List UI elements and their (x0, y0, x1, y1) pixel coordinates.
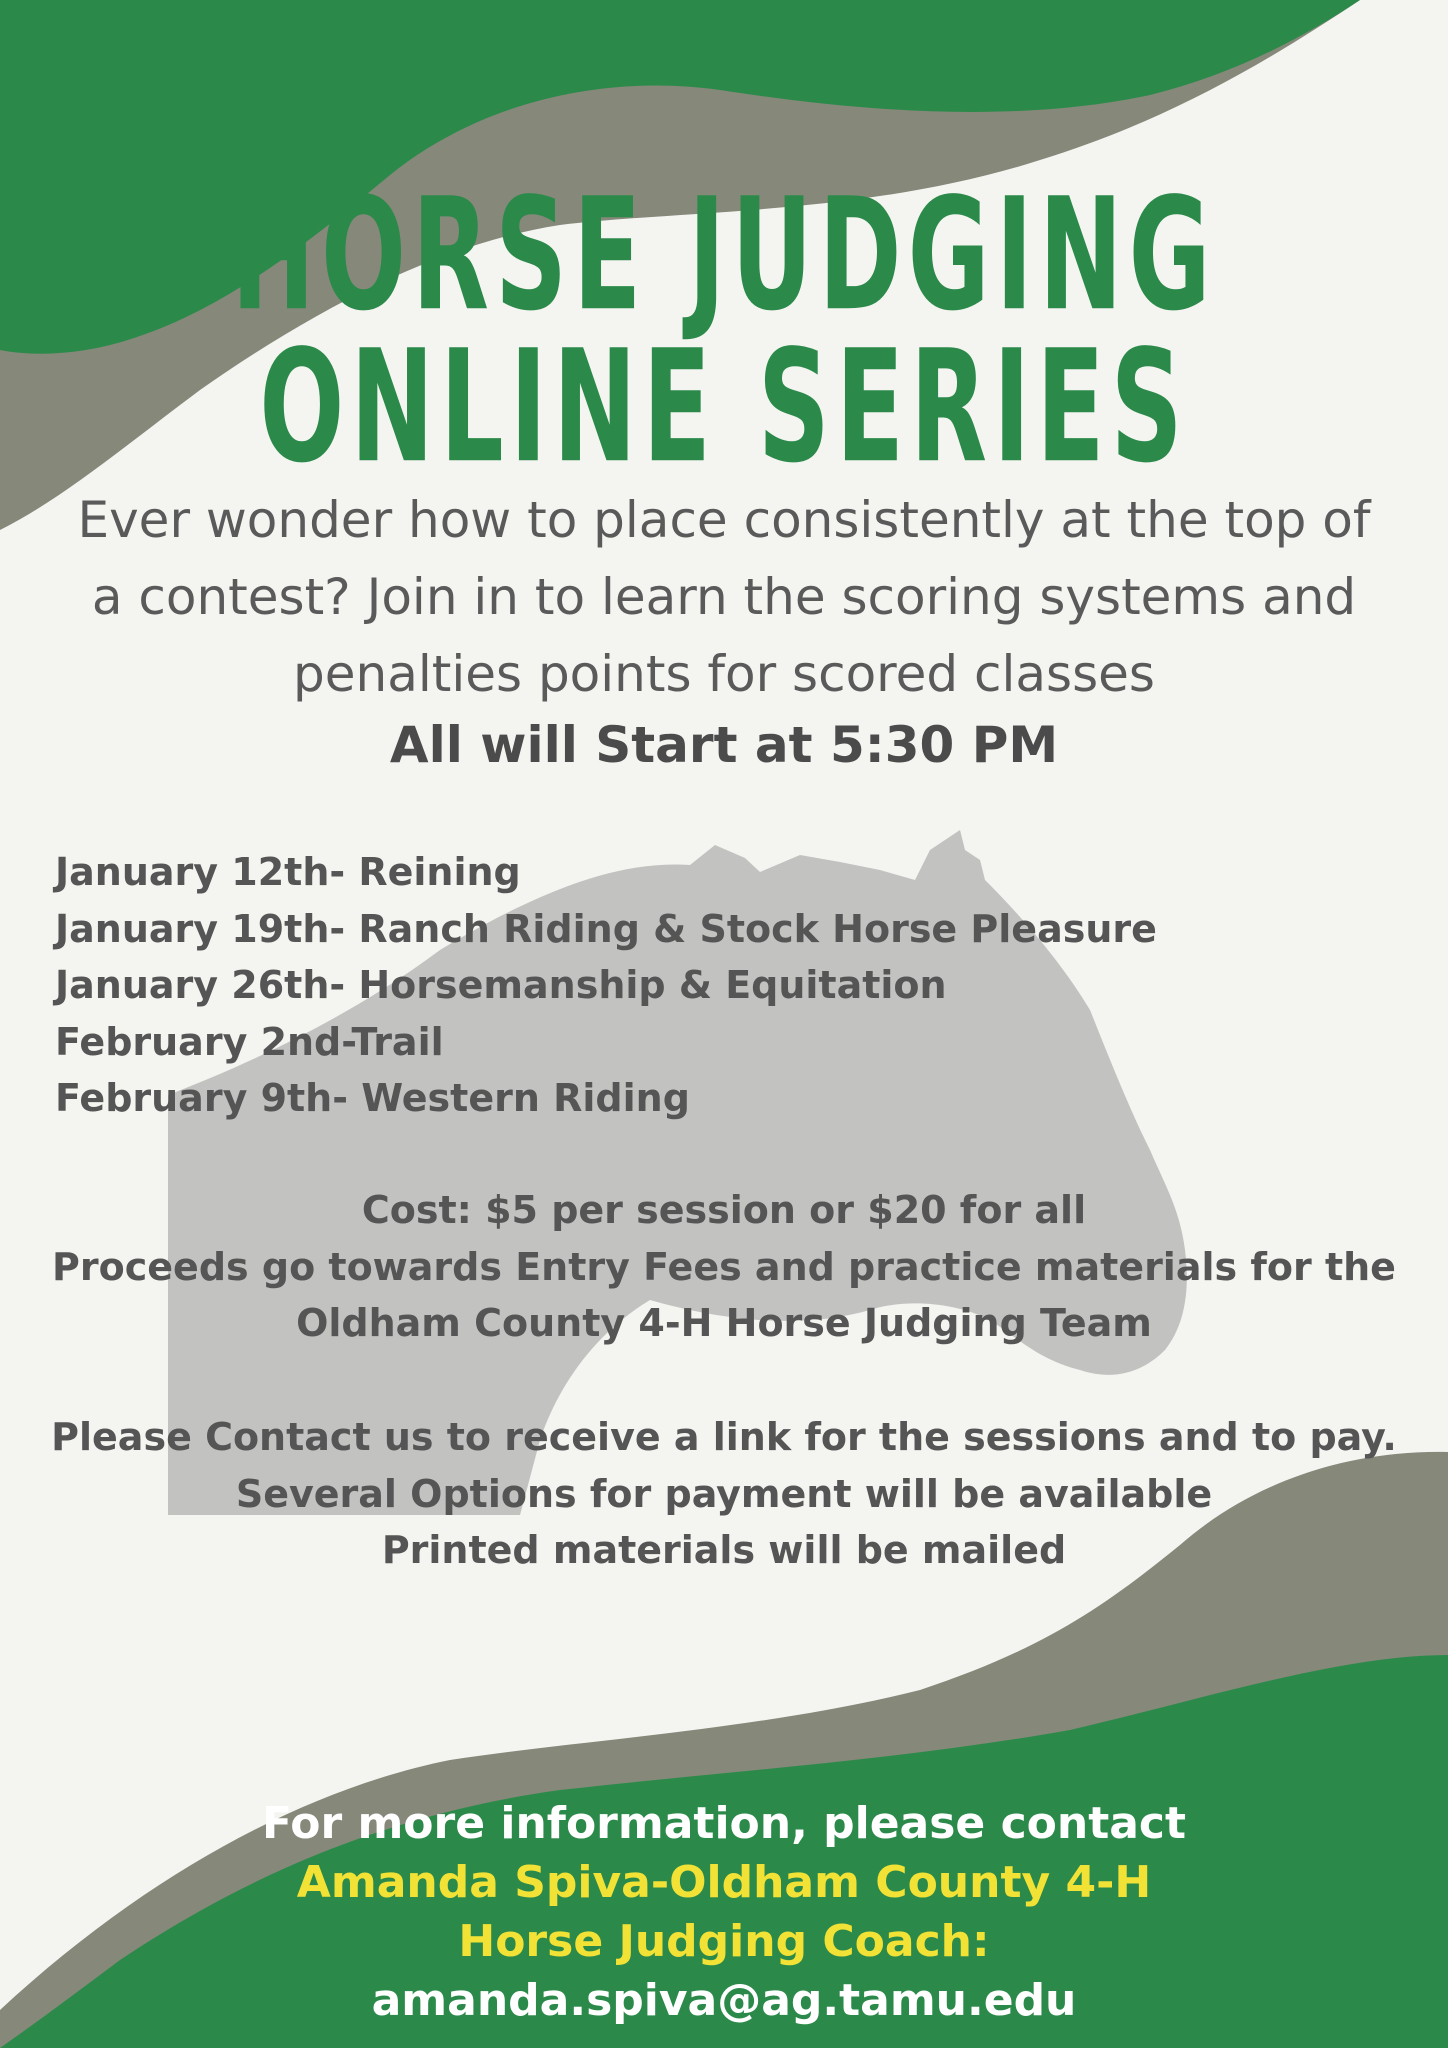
proceeds-line: Proceeds go towards Entry Fees and practice materials for the (52, 1244, 1396, 1289)
contact-line: Please Contact us to receive a link for the sessions and to pay. (51, 1415, 1397, 1459)
coach-name: Amanda Spiva-Oldham County 4-H (296, 1857, 1152, 1908)
intro-paragraph (40, 482, 1408, 713)
mailing-line: Printed materials will be mailed (381, 1528, 1067, 1572)
schedule-item: January 12th- Reining (55, 850, 521, 894)
session-schedule (55, 844, 1157, 1127)
contact-email[interactable]: amanda.spiva@ag.tamu.edu (371, 1975, 1077, 2026)
poster-title-line2: ONLINE SERIES (259, 316, 1189, 498)
intro-line: a contest? Join in to learn the scoring systems and (91, 568, 1357, 626)
poster-title-line1: HORSE JUDGING (231, 164, 1217, 346)
intro-line: penalties points for scored classes (293, 645, 1155, 703)
start-time: All will Start at 5:30 PM (389, 716, 1059, 774)
schedule-item: January 26th- Horsemanship & Equitation (55, 963, 947, 1007)
footer-contact (0, 1794, 1448, 2030)
schedule-item: February 2nd-Trail (55, 1019, 444, 1064)
cost-line: Cost: $5 per session or $20 for all (361, 1188, 1087, 1232)
cost-info (0, 1182, 1448, 1352)
intro-line: Ever wonder how to place consistently at the top of (77, 491, 1371, 549)
contact-info (0, 1409, 1448, 1579)
schedule-item: January 19th- Ranch Riding & Stock Horse Pleasure (55, 906, 1157, 951)
schedule-item: February 9th- Western Riding (55, 1076, 690, 1120)
team-line: Oldham County 4-H Horse Judging Team (296, 1301, 1152, 1345)
footer-heading: For more information, please contact (261, 1798, 1187, 1849)
payment-line: Several Options for payment will be available (235, 1471, 1213, 1516)
coach-title: Horse Judging Coach: (458, 1916, 990, 1967)
